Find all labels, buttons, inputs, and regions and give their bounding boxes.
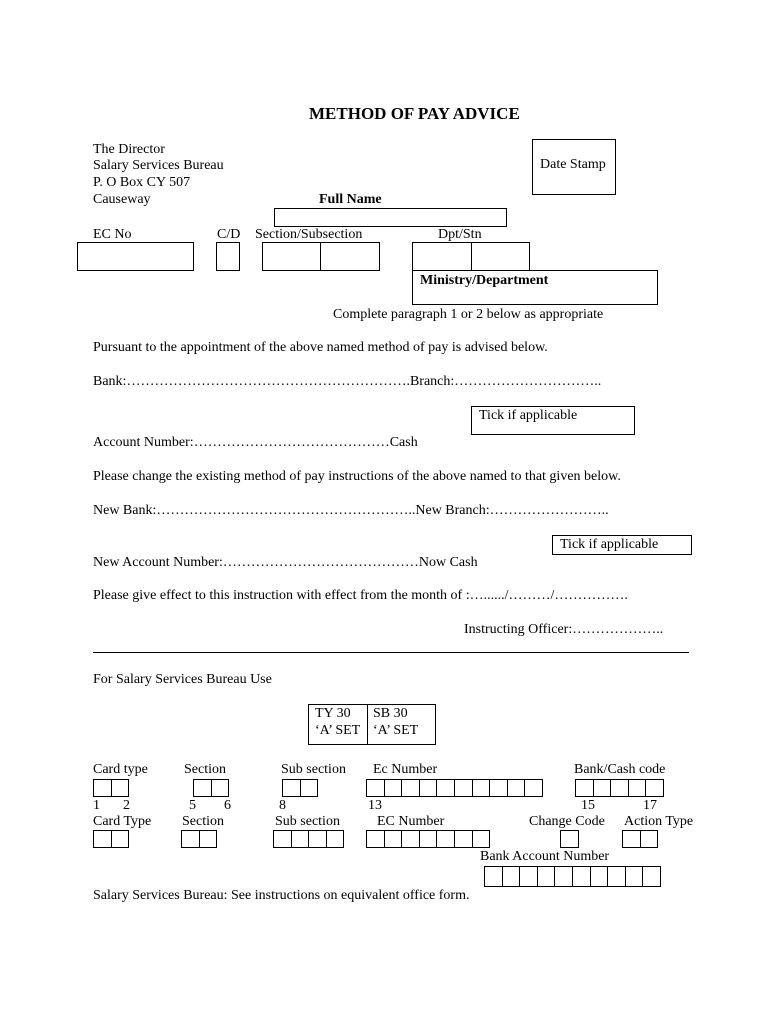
effect-date-line[interactable]: Please give effect to this instruction with effect from the month of :…....../………/…………….: [93, 588, 628, 603]
digit-box[interactable]: [366, 830, 385, 848]
field-divider: [471, 242, 472, 271]
new-bank-branch-line[interactable]: New Bank:………………………………………………..New Branch:……………………..: [93, 503, 609, 518]
section-label: Section: [184, 762, 226, 777]
digit-box[interactable]: [93, 830, 112, 848]
column-number: 5: [189, 798, 196, 813]
card-type-boxes[interactable]: [93, 830, 129, 848]
digit-box[interactable]: [640, 830, 659, 848]
digit-box[interactable]: [181, 830, 200, 848]
digit-box[interactable]: [300, 779, 319, 797]
set-box-text: ‘A’ SET: [373, 723, 419, 738]
digit-box[interactable]: [291, 830, 310, 848]
digit-box[interactable]: [384, 779, 403, 797]
digit-box[interactable]: [401, 779, 420, 797]
cd-field[interactable]: [216, 242, 240, 271]
digit-box[interactable]: [401, 830, 420, 848]
card-type-label: Card Type: [93, 814, 152, 829]
digit-box[interactable]: [489, 779, 508, 797]
column-number: 13: [368, 798, 382, 813]
digit-box[interactable]: [502, 866, 521, 887]
address-line: The Director: [93, 142, 165, 157]
digit-box[interactable]: [454, 779, 473, 797]
column-number: 17: [643, 798, 657, 813]
address-line: Causeway: [93, 192, 151, 207]
column-number: 2: [123, 798, 130, 813]
digit-box[interactable]: [111, 830, 130, 848]
digit-box[interactable]: [419, 779, 438, 797]
address-line: P. O Box CY 507: [93, 175, 191, 190]
page-title: METHOD OF PAY ADVICE: [309, 104, 520, 123]
digit-box[interactable]: [93, 779, 112, 797]
account-number-line[interactable]: Account Number:……………………………………Cash: [93, 435, 418, 450]
digit-box[interactable]: [524, 779, 543, 797]
digit-box[interactable]: [610, 779, 629, 797]
full-name-field[interactable]: [274, 208, 507, 227]
digit-box[interactable]: [308, 830, 327, 848]
ec-no-field[interactable]: [77, 242, 194, 271]
digit-box[interactable]: [419, 830, 438, 848]
bank-account-number-label: Bank Account Number: [480, 849, 610, 864]
digit-box[interactable]: [193, 779, 212, 797]
action-type-boxes[interactable]: [622, 830, 658, 848]
address-line: Salary Services Bureau: [93, 158, 224, 173]
digit-box[interactable]: [436, 830, 455, 848]
new-account-number-line[interactable]: New Account Number:……………………………………Now Cash: [93, 555, 478, 570]
full-name-label: Full Name: [319, 192, 382, 207]
section-subsection-field[interactable]: [262, 242, 380, 271]
field-divider: [320, 242, 321, 271]
tick-label: Tick if applicable: [560, 537, 659, 552]
digit-box[interactable]: [622, 830, 641, 848]
cd-label: C/D: [217, 227, 241, 242]
digit-box[interactable]: [628, 779, 647, 797]
bank-branch-line[interactable]: Bank:…………………………………………………….Branch:…………………………..: [93, 374, 602, 389]
section-boxes[interactable]: [181, 830, 217, 848]
digit-box[interactable]: [366, 779, 385, 797]
digit-box[interactable]: [560, 830, 579, 848]
instructing-officer-line[interactable]: Instructing Officer:………………..: [464, 622, 664, 637]
divider: [93, 652, 689, 653]
digit-box[interactable]: [199, 830, 218, 848]
digit-box[interactable]: [211, 779, 230, 797]
sub-section-label: Sub section: [281, 762, 346, 777]
bank-account-number-boxes[interactable]: [484, 866, 661, 887]
para1-intro: Pursuant to the appointment of the above named method of pay is advised below.: [93, 340, 548, 355]
ministry-department-label: Ministry/Department: [420, 273, 549, 288]
action-type-label: Action Type: [624, 814, 694, 829]
digit-box[interactable]: [454, 830, 473, 848]
ec-number-boxes[interactable]: [366, 830, 490, 848]
para2-intro: Please change the existing method of pay instructions of the above named to that given below.: [93, 469, 621, 484]
sub-section-label: Sub section: [275, 814, 340, 829]
digit-box[interactable]: [593, 779, 612, 797]
change-code-label: Change Code: [529, 814, 605, 829]
set-box-text: SB 30: [373, 706, 408, 721]
column-number: 8: [279, 798, 286, 813]
digit-box[interactable]: [436, 779, 455, 797]
ec-no-label: EC No: [93, 227, 132, 242]
ec-number-boxes[interactable]: [366, 779, 543, 797]
digit-box[interactable]: [282, 779, 301, 797]
instructions-text: Complete paragraph 1 or 2 below as appropriate: [333, 307, 604, 322]
footer-note: Salary Services Bureau: See instructions on equivalent office form.: [93, 888, 470, 903]
ec-number-label: EC Number: [377, 814, 445, 829]
digit-box[interactable]: [326, 830, 345, 848]
digit-box[interactable]: [273, 830, 292, 848]
section-boxes[interactable]: [193, 779, 229, 797]
column-number: 15: [581, 798, 595, 813]
field-divider: [367, 704, 368, 745]
digit-box[interactable]: [575, 779, 594, 797]
bureau-use-label: For Salary Services Bureau Use: [93, 672, 272, 687]
digit-box[interactable]: [472, 830, 491, 848]
digit-box[interactable]: [484, 866, 503, 887]
digit-box[interactable]: [607, 866, 626, 887]
card-type-boxes[interactable]: [93, 779, 129, 797]
bank-cash-code-boxes[interactable]: [575, 779, 664, 797]
sub-section-boxes[interactable]: [282, 779, 318, 797]
change-code-boxes[interactable]: [560, 830, 579, 848]
digit-box[interactable]: [625, 866, 644, 887]
section-subsection-label: Section/Subsection: [255, 227, 363, 242]
set-box-text: ‘A’ SET: [315, 723, 361, 738]
section-label: Section: [182, 814, 224, 829]
digit-box[interactable]: [507, 779, 526, 797]
digit-box[interactable]: [572, 866, 591, 887]
column-number: 1: [93, 798, 100, 813]
date-stamp-label: Date Stamp: [540, 157, 606, 172]
digit-box[interactable]: [472, 779, 491, 797]
column-number: 6: [224, 798, 231, 813]
ec-number-label: Ec Number: [373, 762, 438, 777]
bank-cash-code-label: Bank/Cash code: [574, 762, 666, 777]
digit-box[interactable]: [537, 866, 556, 887]
digit-box[interactable]: [645, 779, 664, 797]
digit-box[interactable]: [554, 866, 573, 887]
set-box-text: TY 30: [315, 706, 351, 721]
digit-box[interactable]: [111, 779, 130, 797]
digit-box[interactable]: [642, 866, 661, 887]
card-type-label: Card type: [93, 762, 148, 777]
sub-section-boxes[interactable]: [273, 830, 344, 848]
digit-box[interactable]: [519, 866, 538, 887]
digit-box[interactable]: [384, 830, 403, 848]
digit-box[interactable]: [590, 866, 609, 887]
tick-label: Tick if applicable: [479, 408, 578, 423]
dpt-stn-label: Dpt/Stn: [438, 227, 482, 242]
